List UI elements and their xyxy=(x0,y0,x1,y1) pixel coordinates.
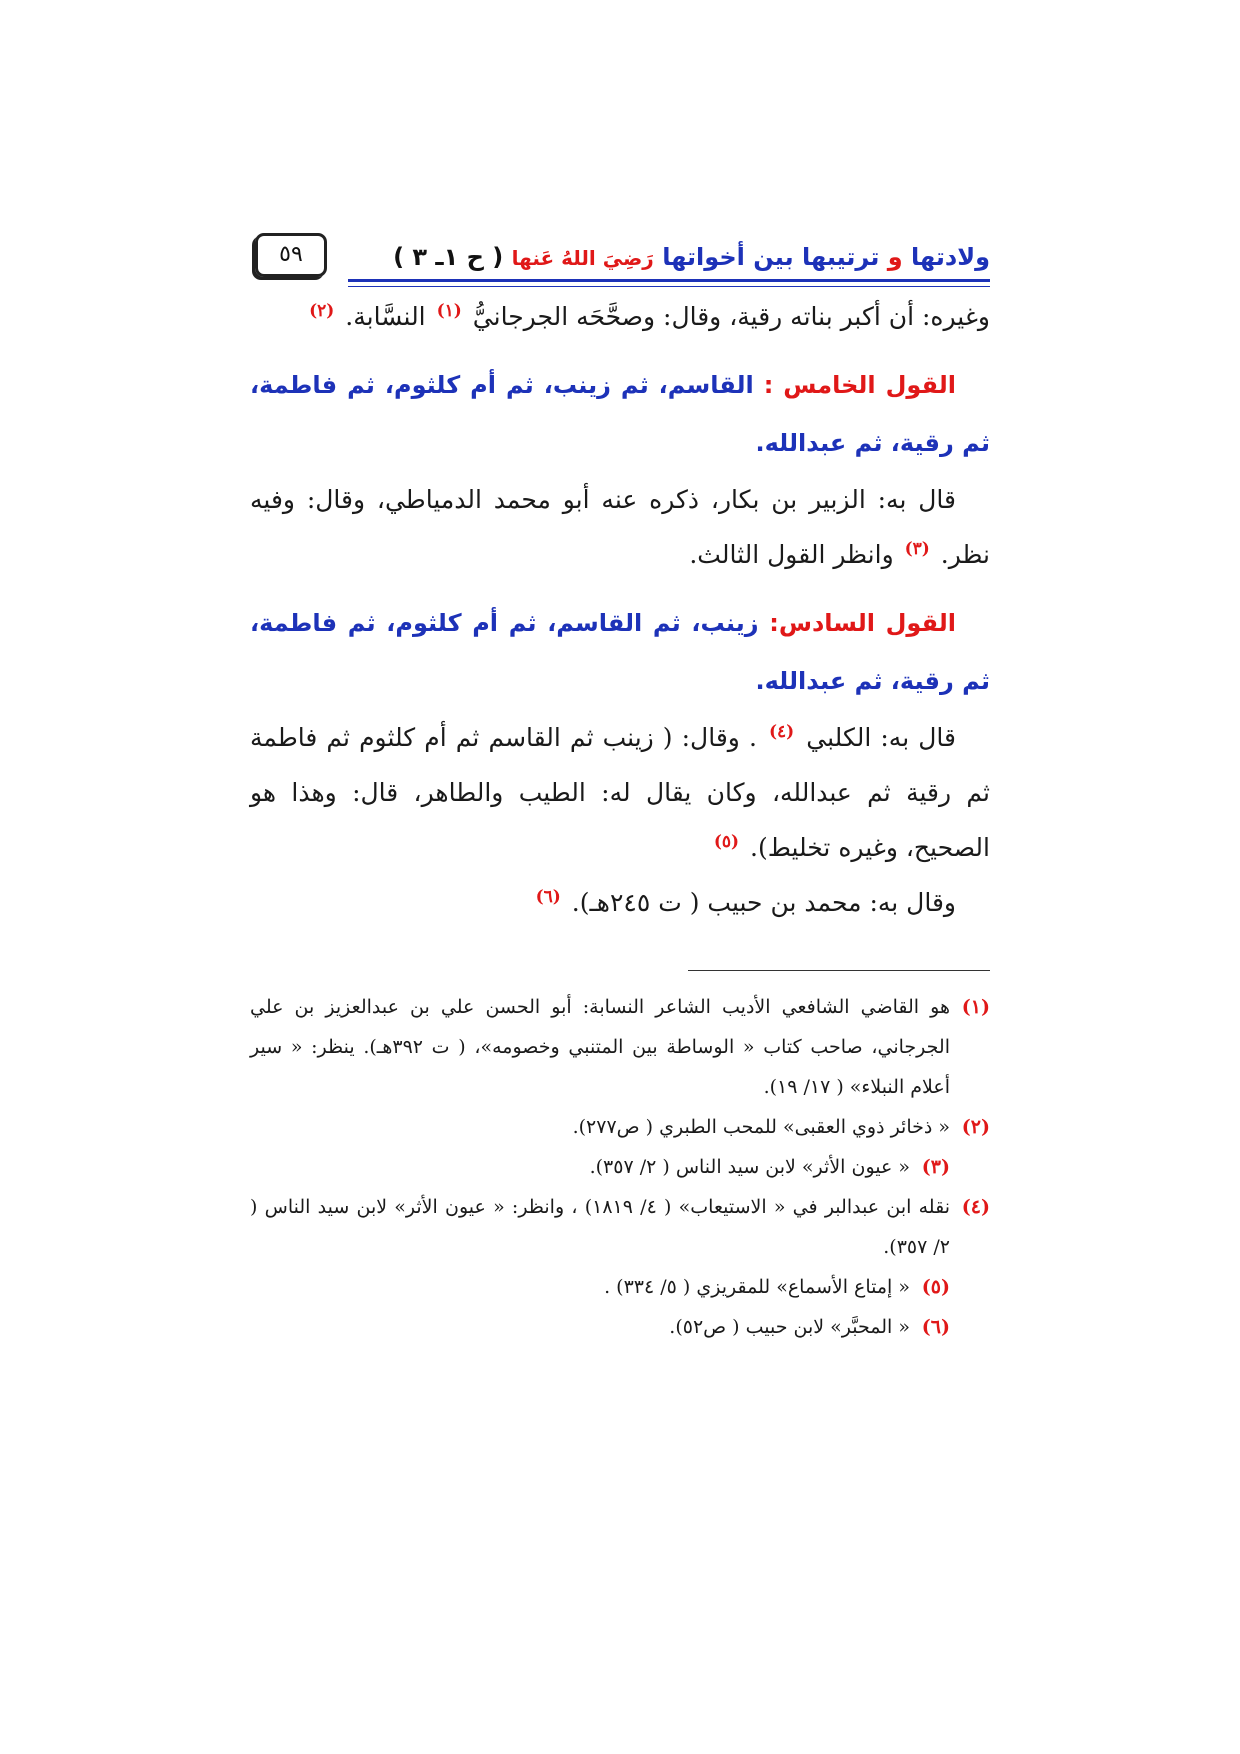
footnote-text: « عيون الأثر» لابن سيد الناس ( ٢/ ٣٥٧). xyxy=(589,1156,910,1178)
footnote-item xyxy=(250,1187,990,1267)
book-page xyxy=(250,225,990,1347)
footnotes xyxy=(250,987,990,1347)
footnote-text: هو القاضي الشافعي الأديب الشاعر النسابة: أبو الحسن علي بن عبدالعزيز بن علي الجرجاني، صاحب كتاب « الوساطة بين المتنبي وخصومه»، ( ت ٣٩٢هـ). ينظر: « سير أعلام النبلاء» ( ١٧/ ١٩). xyxy=(250,996,950,1098)
footnote-text: « ذخائر ذوي العقبى» للمحب الطبري ( ص٢٧٧). xyxy=(572,1116,950,1138)
footnote-number: (٣) xyxy=(921,1156,950,1178)
footnote-number: (٥) xyxy=(921,1276,950,1298)
page-number: ٥٩ xyxy=(255,233,327,277)
footnote-item xyxy=(250,1267,950,1307)
paragraph-2-text: قال به: الزبير بن بكار، ذكره عنه أبو محمد الدمياطي، وقال: وفيه نظر. xyxy=(250,485,990,569)
footnote-text: نقله ابن عبدالبر في « الاستيعاب» ( ٤/ ١٨١٩) ، وانظر: « عيون الأثر» لابن سيد الناس ( ٢/ ٣٥٧). xyxy=(250,1196,950,1258)
title-part2: ترتيبها بين أخواتها xyxy=(662,243,880,271)
footnote-number: (٢) xyxy=(961,1116,990,1138)
title-conjunction: و xyxy=(887,243,903,271)
chapter-ref: ( ح ١ـ ٣ ) xyxy=(393,243,504,271)
paragraph-1-tail: النسَّابة. xyxy=(345,302,426,331)
footnote-ref-1[interactable]: (١) xyxy=(436,300,462,321)
footnote-ref-3[interactable]: (٣) xyxy=(904,538,930,559)
footnote-text: « إمتاع الأسماع» للمقريزي ( ٥/ ٣٣٤) . xyxy=(604,1276,910,1298)
footnote-number: (٤) xyxy=(961,1196,990,1218)
footnote-ref-5[interactable]: (٥) xyxy=(713,831,740,852)
running-title xyxy=(393,243,990,271)
heading-fifth-opinion xyxy=(250,356,990,472)
page-header xyxy=(250,225,990,289)
honorific-glyph: رَضِيَ اللهُ عَنها xyxy=(511,246,654,270)
footnote-separator xyxy=(688,970,990,971)
footnote-number: (١) xyxy=(961,996,990,1018)
footnote-ref-4[interactable]: (٤) xyxy=(768,721,795,742)
heading-label: القول السادس: xyxy=(769,609,956,637)
footnote-item xyxy=(250,987,990,1107)
footnote-item xyxy=(250,1147,950,1187)
paragraph-1 xyxy=(250,289,990,344)
paragraph-3 xyxy=(250,710,990,875)
paragraph-4-text: وقال به: محمد بن حبيب ( ت ٢٤٥هـ). xyxy=(571,888,956,917)
heading-sixth-opinion xyxy=(250,594,990,710)
footnote-item xyxy=(250,1307,950,1347)
footnote-number: (٦) xyxy=(921,1316,950,1338)
heading-text: زينب، ثم القاسم، ثم أم كلثوم، ثم فاطمة، ثم رقية، ثم عبدالله. xyxy=(250,609,990,695)
heading-label: القول الخامس : xyxy=(763,371,956,399)
header-rule xyxy=(348,279,990,282)
paragraph-4 xyxy=(250,875,990,930)
paragraph-2 xyxy=(250,472,990,582)
footnote-text: « المحبَّر» لابن حبيب ( ص٥٢). xyxy=(669,1316,910,1338)
paragraph-1-text: وغيره: أن أكبر بناته رقية، وقال: وصحَّحَه الجرجانيُّ xyxy=(472,302,990,331)
footnote-item xyxy=(250,1107,990,1147)
footnote-ref-6[interactable]: (٦) xyxy=(535,886,561,907)
title-part1: ولادتها xyxy=(911,243,990,271)
header-rule-thin xyxy=(348,286,990,287)
paragraph-3-quote: . وقال: ( زينب ثم القاسم ثم أم كلثوم ثم فاطمة ثم رقية ثم عبدالله، وكان يقال له: الطيب والطاهر، قال: وهذا هو الصحيح، وغيره تخليط). xyxy=(250,723,990,862)
paragraph-2-tail: وانظر القول الثالث. xyxy=(689,540,894,569)
paragraph-3-text: قال به: الكلبي xyxy=(806,723,956,752)
footnote-ref-2[interactable]: (٢) xyxy=(309,300,335,321)
heading-text: القاسم، ثم زينب، ثم أم كلثوم، ثم فاطمة، ثم رقية، ثم عبدالله. xyxy=(250,371,990,457)
